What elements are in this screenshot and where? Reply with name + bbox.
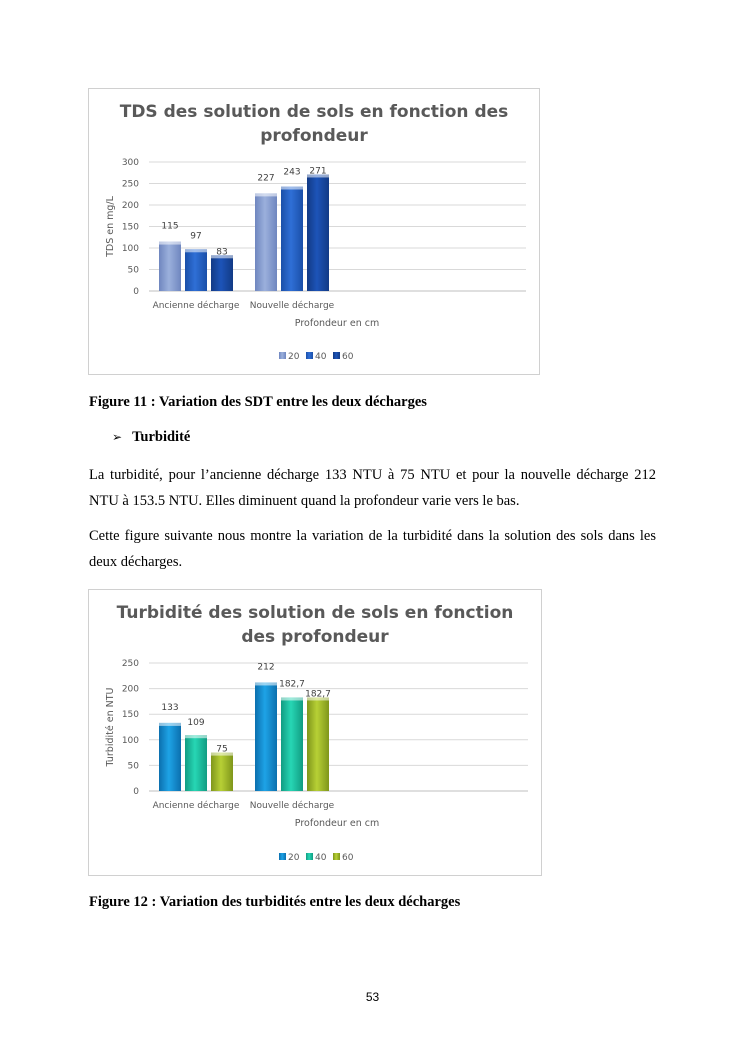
bar [307,697,329,791]
turbidity-chart [88,589,542,876]
y-tick-label: 0 [133,787,139,797]
data-label: 83 [216,247,228,258]
bar-top-highlight [255,193,277,196]
page-number: 53 [365,990,380,1004]
chart-title-line: profondeur [260,126,368,146]
data-label: 212 [257,662,275,673]
figure-12-caption: Figure 12 : Variation des turbidités entre les deux décharges [89,894,461,910]
legend-label: 40 [315,853,327,863]
y-tick-label: 300 [121,158,139,168]
legend-swatch [306,352,313,359]
x-axis-label: Profondeur en cm [294,318,380,329]
bar [255,193,277,291]
bar [281,187,303,291]
section-heading-text: Turbidité [132,429,191,445]
data-label: 75 [216,744,228,755]
data-label: 109 [187,718,205,729]
bar [281,697,303,791]
bar [159,723,181,791]
tds-chart-svg [89,89,539,374]
y-tick-label: 50 [127,761,139,772]
bar-top-highlight [255,682,277,685]
y-axis-label: Turbidité en NTU [105,687,116,767]
chart-title-line: TDS des solution de sols en fonction des [119,102,509,122]
legend-swatch [279,352,286,359]
category-label: Ancienne décharge [152,801,240,811]
arrow-bullet-icon: ➢ [112,430,123,444]
legend-swatch [333,853,340,860]
legend-label: 20 [288,853,300,863]
bar-top-highlight [159,242,181,245]
figure-11-caption: Figure 11 : Variation des SDT entre les deux décharges [89,394,427,410]
y-tick-label: 100 [121,735,139,746]
data-label: 182,7 [279,679,305,690]
y-tick-label: 100 [121,244,139,254]
data-label: 97 [190,231,202,242]
bar-top-highlight [185,249,207,252]
section-heading [112,429,190,446]
bar [307,174,329,291]
data-label: 227 [257,173,275,184]
category-label: Nouvelle décharge [249,301,335,311]
x-axis-label: Profondeur en cm [294,818,380,829]
legend-label: 60 [342,352,354,362]
data-label: 133 [161,702,179,713]
paragraph-1: La turbidité, pour l’ancienne décharge 133 NTU à 75 NTU et pour la nouvelle décharge 212 NTU à 153.5 NTU. Elles diminuent quand la profondeur varie vers le bas. [89,467,656,509]
y-tick-label: 150 [121,710,139,721]
data-label: 271 [309,166,327,177]
chart-title-line: Turbidité des solution de sols en fonction [116,603,514,623]
bar-top-highlight [185,735,207,738]
bar-top-highlight [281,697,303,700]
y-tick-label: 0 [133,287,139,297]
bar [255,682,277,791]
y-tick-label: 200 [121,201,139,211]
bar [185,735,207,791]
legend-label: 40 [315,352,327,362]
category-label: Ancienne décharge [152,301,240,311]
legend-swatch [333,352,340,359]
bar [185,249,207,291]
legend-swatch [279,853,286,860]
y-tick-label: 200 [121,684,139,695]
bar-top-highlight [281,187,303,190]
legend-label: 20 [288,352,300,362]
turbidity-chart-svg [89,590,541,875]
paragraph-2: Cette figure suivante nous montre la variation de la turbidité dans la solution des sols dans les deux décharges. [89,528,656,570]
bar [159,242,181,291]
y-tick-label: 150 [121,222,139,233]
category-label: Nouvelle décharge [249,801,335,811]
data-label: 182,7 [305,689,331,700]
legend-swatch [306,853,313,860]
legend-label: 60 [342,853,354,863]
chart-title-line: des profondeur [241,627,389,647]
data-label: 115 [161,221,179,232]
y-tick-label: 50 [127,265,139,276]
bar [211,753,233,791]
tds-chart [88,88,540,375]
bar-top-highlight [159,723,181,726]
y-tick-label: 250 [121,179,139,190]
bar [211,255,233,291]
y-tick-label: 250 [121,659,139,669]
data-label: 243 [283,167,301,178]
y-axis-label: TDS en mg/L [105,196,116,257]
